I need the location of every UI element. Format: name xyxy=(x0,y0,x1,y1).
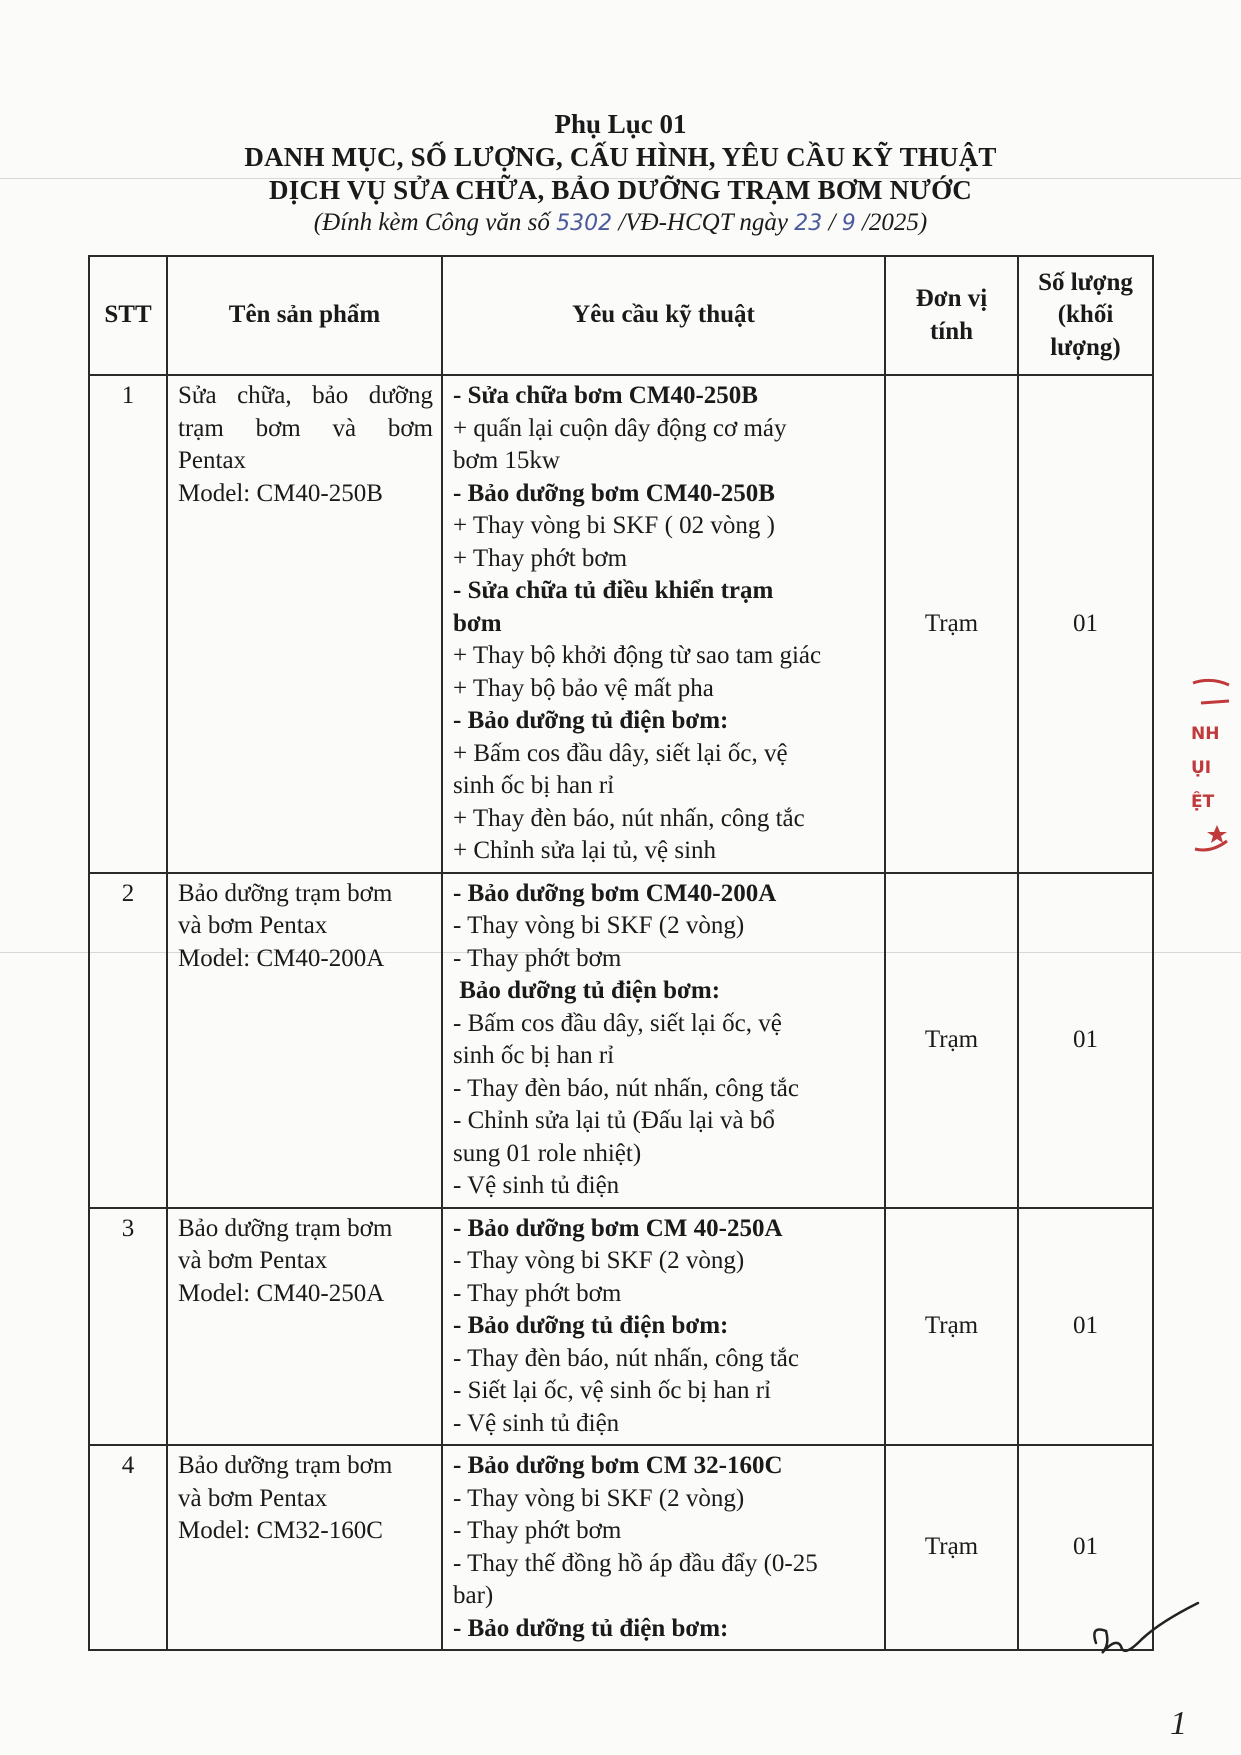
row-requirements xyxy=(442,1208,885,1446)
name-line: và bơm Pentax xyxy=(178,1484,328,1512)
row-qty: 01 xyxy=(1018,1208,1153,1446)
name-line: và bơm Pentax xyxy=(178,1247,328,1274)
document-reference xyxy=(0,207,1241,240)
name-line: Model: CM40-200A xyxy=(178,944,385,972)
req-line: - Thay phớt bơm xyxy=(453,944,622,972)
row-stt: 3 xyxy=(89,1208,167,1446)
handwritten-initials-signature xyxy=(1088,1595,1208,1665)
row-stt: 2 xyxy=(89,873,167,1208)
row-unit: Trạm xyxy=(885,375,1018,873)
ref-day-handwritten: 23 xyxy=(794,211,823,236)
row-stt: 4 xyxy=(89,1445,167,1650)
req-line: + Thay bộ bảo vệ mất pha xyxy=(453,674,714,702)
req-line: - Bảo dưỡng bơm CM40-250B xyxy=(453,479,775,507)
col-header-unit-line: tính xyxy=(929,317,974,345)
req-line: - Bảo dưỡng bơm CM40-200A xyxy=(453,879,777,907)
col-header-unit xyxy=(885,256,1018,375)
row-qty: 01 xyxy=(1018,375,1153,873)
appendix-subtitle-2: DỊCH VỤ SỬA CHỮA, BẢO DƯỠNG TRẠM BƠM NƯỚC xyxy=(269,175,972,205)
row-requirements xyxy=(442,375,885,873)
col-header-requirements: Yêu cầu kỹ thuật xyxy=(442,256,885,375)
red-seal-stamp-fragment xyxy=(1191,675,1241,865)
appendix-subtitle-1: DANH MỤC, SỐ LƯỢNG, CẤU HÌNH, YÊU CẦU KỸ THUẬT xyxy=(244,142,997,172)
req-line: sinh ốc bị han rỉ xyxy=(453,772,615,799)
stamp-text-line: ỆT xyxy=(1191,792,1215,812)
req-line: - Sửa chữa bơm CM40-250B xyxy=(453,382,758,409)
ref-number-handwritten: 5302 xyxy=(556,211,613,236)
row-product-name xyxy=(167,873,442,1208)
name-line: Model: CM40-250B xyxy=(178,479,383,507)
row-unit: Trạm xyxy=(885,873,1018,1208)
ref-code: /VĐ-HCQT ngày xyxy=(612,209,795,236)
req-line: - Bảo dưỡng tủ điện bơm: xyxy=(453,1614,729,1642)
page-number: 1 xyxy=(1170,1705,1187,1742)
req-line: - Thay vòng bi SKF (2 vòng) xyxy=(453,1247,745,1274)
req-line: - Thay đèn báo, nút nhấn, công tắc xyxy=(453,1344,799,1372)
col-header-stt: STT xyxy=(89,256,167,375)
row-unit: Trạm xyxy=(885,1445,1018,1650)
row-product-name xyxy=(167,375,442,873)
table-row xyxy=(89,1445,1153,1650)
req-line: - Thay phớt bơm xyxy=(453,1517,622,1544)
ref-sep: / xyxy=(822,209,842,236)
name-line: Sửa chữa, bảo dưỡng xyxy=(178,382,433,409)
req-line: - Bảo dưỡng bơm CM 40-250A xyxy=(453,1214,783,1242)
req-line: - Bảo dưỡng tủ điện bơm: xyxy=(453,707,729,734)
req-line: + Thay đèn báo, nút nhấn, công tắc xyxy=(453,804,805,832)
name-line: Bảo dưỡng trạm bơm xyxy=(178,1452,393,1479)
req-line: - Thay phớt bơm xyxy=(453,1279,622,1307)
req-line: bar) xyxy=(453,1582,494,1609)
name-line: Bảo dưỡng trạm bơm xyxy=(178,879,393,907)
ref-prefix: (Đính kèm Công văn số xyxy=(313,209,557,236)
col-header-qty xyxy=(1018,256,1153,375)
requirements-table xyxy=(88,255,1154,1651)
col-header-name: Tên sản phẩm xyxy=(167,256,442,375)
req-line: + Chỉnh sửa lại tủ, vệ sinh xyxy=(453,837,717,864)
document-header xyxy=(0,108,1241,240)
req-line: - Vệ sinh tủ điện xyxy=(453,1172,620,1199)
name-line: Model: CM32-160C xyxy=(178,1517,383,1544)
name-line: trạm bơm và bơm xyxy=(178,414,433,442)
req-line: + Thay bộ khởi động từ sao tam giác xyxy=(453,642,822,669)
stamp-star-icon xyxy=(1191,819,1231,853)
ref-month-handwritten: 9 xyxy=(841,211,856,236)
req-line: bơm xyxy=(453,609,502,637)
row-stt: 1 xyxy=(89,375,167,873)
col-header-qty-line: Số lượng xyxy=(1038,268,1133,296)
req-line: - Bấm cos đầu dây, siết lại ốc, vệ xyxy=(453,1009,782,1037)
req-line: - Vệ sinh tủ điện xyxy=(453,1409,620,1437)
req-line: - Thay vòng bi SKF (2 vòng) xyxy=(453,1484,745,1512)
ref-year: /2025) xyxy=(855,209,928,236)
req-line: sinh ốc bị han rỉ xyxy=(453,1042,615,1069)
stamp-text-line: ỤI xyxy=(1191,758,1212,778)
col-header-unit-line: Đơn vị xyxy=(915,285,988,312)
req-line: Bảo dưỡng tủ điện bơm: xyxy=(453,977,721,1004)
table-row xyxy=(89,873,1153,1208)
table-header-row xyxy=(89,256,1153,375)
table-row xyxy=(89,375,1153,873)
req-line: + Thay vòng bi SKF ( 02 vòng ) xyxy=(453,512,775,539)
req-line: - Siết lại ốc, vệ sinh ốc bị han rỉ xyxy=(453,1377,771,1404)
name-line: Bảo dưỡng trạm bơm xyxy=(178,1214,393,1242)
row-product-name xyxy=(167,1445,442,1650)
name-line: Model: CM40-250A xyxy=(178,1279,385,1307)
req-line: + quấn lại cuộn dây động cơ máy xyxy=(453,414,787,442)
req-line: - Thay đèn báo, nút nhấn, công tắc xyxy=(453,1074,799,1102)
req-line: - Thay thế đồng hồ áp đầu đẩy (0-25 xyxy=(453,1549,818,1577)
req-line: - Bảo dưỡng tủ điện bơm: xyxy=(453,1312,729,1339)
row-unit: Trạm xyxy=(885,1208,1018,1446)
row-qty: 01 xyxy=(1018,1445,1153,1650)
stamp-arc-icon xyxy=(1191,675,1231,705)
req-line: bơm 15kw xyxy=(453,447,560,474)
stamp-text-line: NH xyxy=(1191,724,1220,744)
name-line: và bơm Pentax xyxy=(178,912,328,939)
req-line: sung 01 role nhiệt) xyxy=(453,1139,642,1167)
req-line: - Sửa chữa tủ điều khiển trạm xyxy=(453,577,774,604)
col-header-qty-line: lượng) xyxy=(1050,333,1121,361)
req-line: - Thay vòng bi SKF (2 vòng) xyxy=(453,912,745,939)
row-product-name xyxy=(167,1208,442,1446)
name-line: Pentax xyxy=(178,447,247,474)
req-line: - Bảo dưỡng bơm CM 32-160C xyxy=(453,1452,783,1479)
req-line: - Chỉnh sửa lại tủ (Đấu lại và bổ xyxy=(453,1107,775,1134)
row-requirements xyxy=(442,873,885,1208)
appendix-title: Phụ Lục 01 xyxy=(554,109,687,139)
table-row xyxy=(89,1208,1153,1446)
col-header-qty-line: (khối xyxy=(1057,301,1114,329)
row-qty: 01 xyxy=(1018,873,1153,1208)
row-requirements xyxy=(442,1445,885,1650)
req-line: + Bấm cos đầu dây, siết lại ốc, vệ xyxy=(453,739,788,767)
req-line: + Thay phớt bơm xyxy=(453,544,628,572)
